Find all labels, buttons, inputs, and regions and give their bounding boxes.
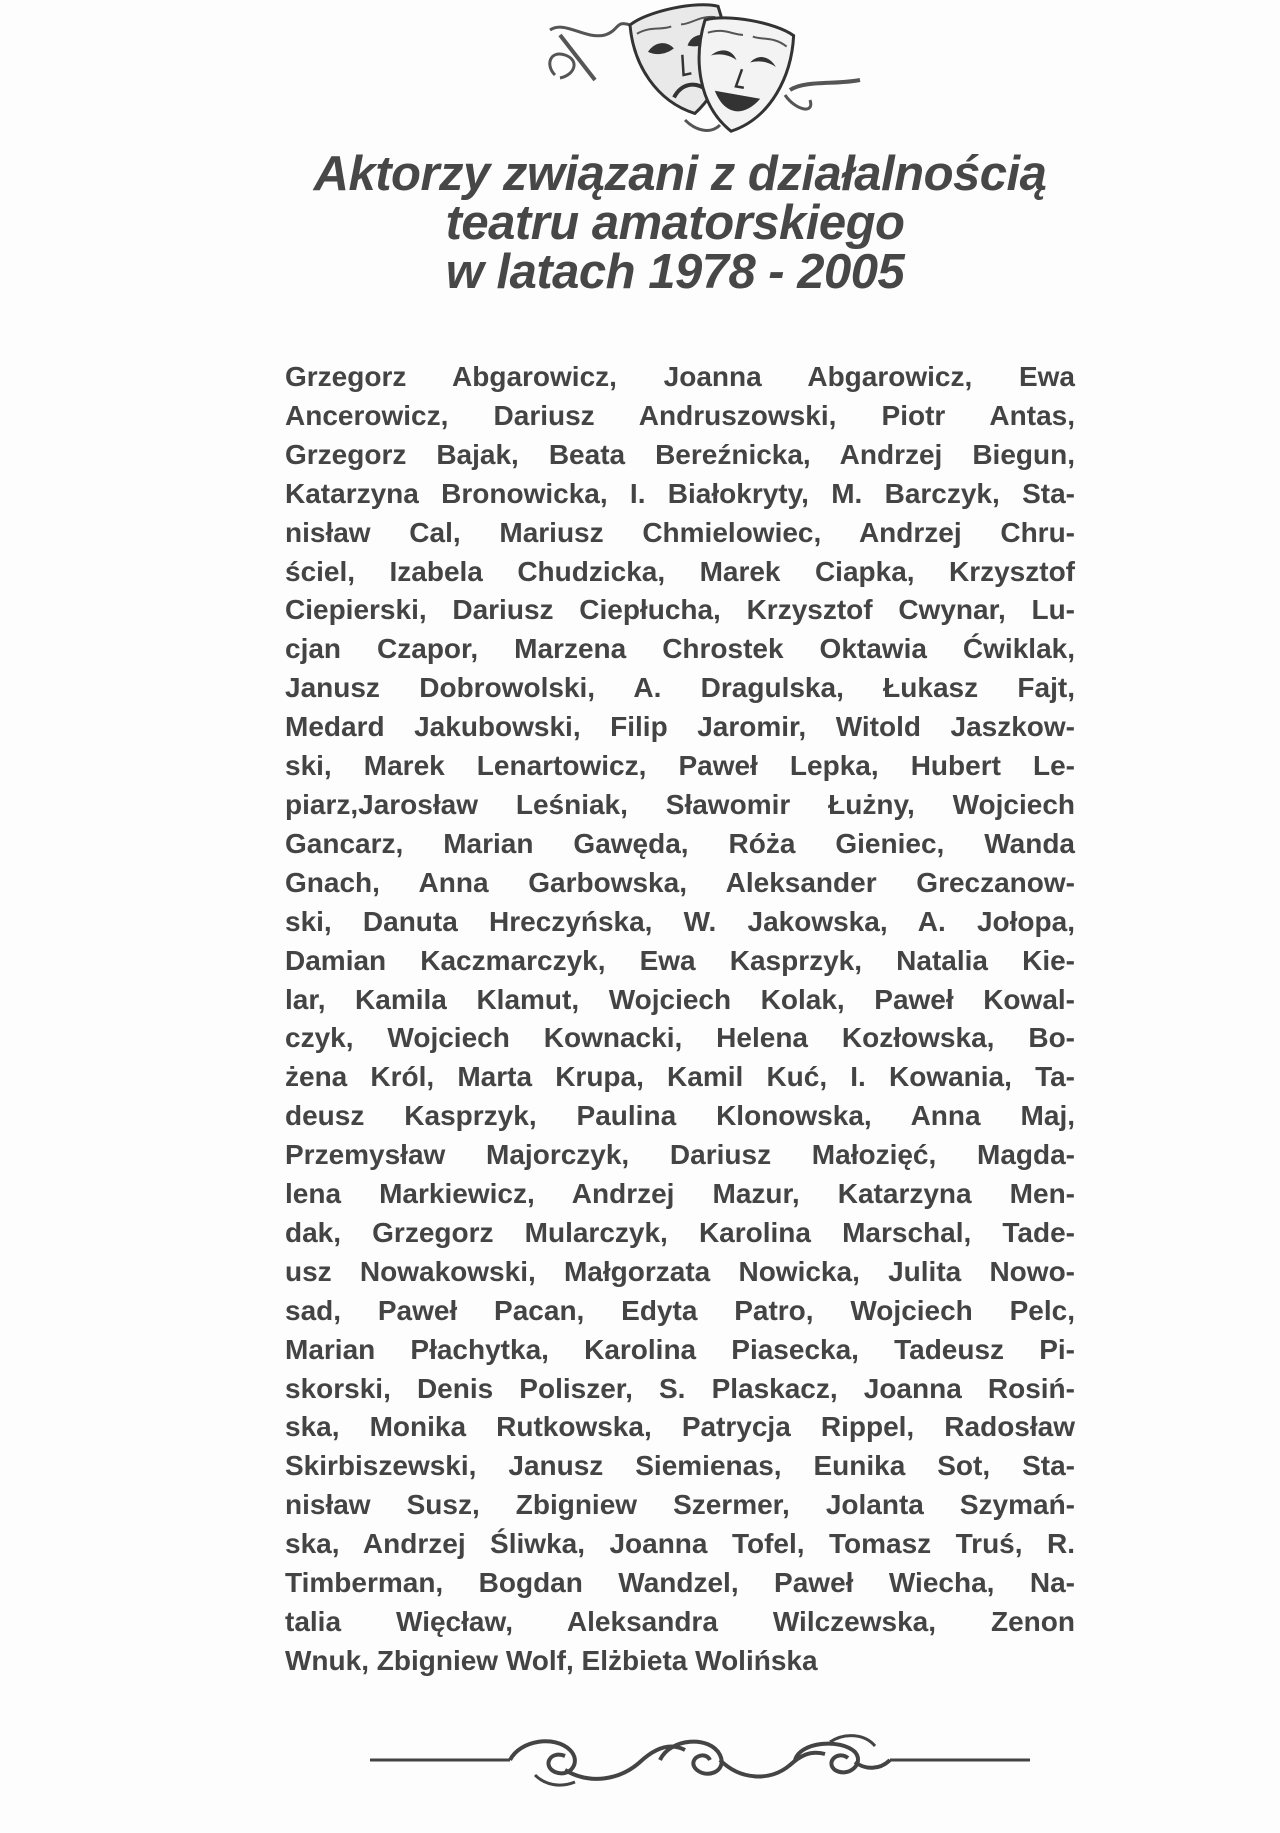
- text-line: czyk, Wojciech Kownacki, Helena Kozłowska, Bo-: [285, 1022, 1075, 1054]
- text-line: cjan Czapor, Marzena Chrostek Oktawia Ćwiklak,: [285, 633, 1075, 665]
- text-line: usz Nowakowski, Małgorzata Nowicka, Julita Nowo-: [285, 1255, 1075, 1287]
- text-line: ska, Andrzej Śliwka, Joanna Tofel, Tomasz Truś, R.: [285, 1528, 1075, 1560]
- text-line: ska, Monika Rutkowska, Patrycja Rippel, Radosław: [285, 1411, 1075, 1443]
- text-line: sad, Paweł Pacan, Edyta Patro, Wojciech Pelc,: [285, 1294, 1075, 1326]
- scroll-flourish-icon: [370, 1720, 1030, 1800]
- text-line: Grzegorz Bajak, Beata Bereźnicka, Andrzej Biegun,: [285, 438, 1075, 470]
- text-line: nisław Susz, Zbigniew Szermer, Jolanta Szymań-: [285, 1489, 1075, 1521]
- actors-list: [285, 358, 1075, 1681]
- text-line: dak, Grzegorz Mularczyk, Karolina Marschal, Tade-: [285, 1216, 1075, 1248]
- text-line: Marian Płachytka, Karolina Piasecka, Tadeusz Pi-: [285, 1333, 1075, 1365]
- text-line: piarz,Jarosław Leśniak, Sławomir Łużny, Wojciech: [285, 788, 1075, 820]
- text-line: lena Markiewicz, Andrzej Mazur, Katarzyna Men-: [285, 1178, 1075, 1210]
- text-line: Przemysław Majorczyk, Dariusz Małozięć, Magda-: [285, 1139, 1075, 1171]
- text-line: Ancerowicz, Dariusz Andruszowski, Piotr Antas,: [285, 399, 1075, 431]
- title-line-2: teatru amatorskiego: [445, 196, 905, 250]
- text-line: Medard Jakubowski, Filip Jaromir, Witold Jaszkow-: [285, 711, 1075, 743]
- text-line: Gancarz, Marian Gawęda, Róża Gieniec, Wanda: [285, 827, 1075, 859]
- text-line: deusz Kasprzyk, Paulina Klonowska, Anna Maj,: [285, 1100, 1075, 1132]
- text-line: Katarzyna Bronowicka, I. Białokryty, M. Barczyk, Sta-: [285, 477, 1075, 509]
- text-line: skorski, Denis Poliszer, S. Plaskacz, Joanna Rosiń-: [285, 1372, 1075, 1404]
- title-line-3: w latach 1978 - 2005: [445, 245, 905, 299]
- text-line: Wnuk, Zbigniew Wolf, Elżbieta Wolińska: [285, 1644, 818, 1676]
- text-line: lar, Kamila Klamut, Wojciech Kolak, Paweł Kowal-: [285, 983, 1075, 1015]
- text-line: ski, Danuta Hreczyńska, W. Jakowska, A. Jołopa,: [285, 905, 1075, 937]
- theatre-masks-icon: [535, 0, 865, 140]
- page-title: [230, 147, 1130, 299]
- text-line: ściel, Izabela Chudzicka, Marek Ciapka, Krzysztof: [285, 555, 1075, 587]
- text-line: Ciepierski, Dariusz Ciepłucha, Krzysztof Cwynar, Lu-: [285, 594, 1075, 626]
- text-line: Damian Kaczmarczyk, Ewa Kasprzyk, Natalia Kie-: [285, 944, 1075, 976]
- text-line: Janusz Dobrowolski, A. Dragulska, Łukasz Fajt,: [285, 672, 1075, 704]
- text-line: Grzegorz Abgarowicz, Joanna Abgarowicz, Ewa: [285, 361, 1075, 392]
- text-line: talia Więcław, Aleksandra Wilczewska, Zenon: [285, 1606, 1075, 1637]
- title-line-1: Aktorzy związani z działalnością: [313, 147, 1047, 201]
- text-line: Skirbiszewski, Janusz Siemienas, Eunika Sot, Sta-: [285, 1450, 1075, 1482]
- text-line: nisław Cal, Mariusz Chmielowiec, Andrzej Chru-: [285, 516, 1075, 548]
- text-line: Gnach, Anna Garbowska, Aleksander Greczanow-: [285, 866, 1075, 898]
- text-line: Timberman, Bogdan Wandzel, Paweł Wiecha, Na-: [285, 1567, 1075, 1599]
- text-line: ski, Marek Lenartowicz, Paweł Lepka, Hubert Le-: [285, 750, 1075, 782]
- text-line: żena Król, Marta Krupa, Kamil Kuć, I. Kowania, Ta-: [285, 1061, 1075, 1093]
